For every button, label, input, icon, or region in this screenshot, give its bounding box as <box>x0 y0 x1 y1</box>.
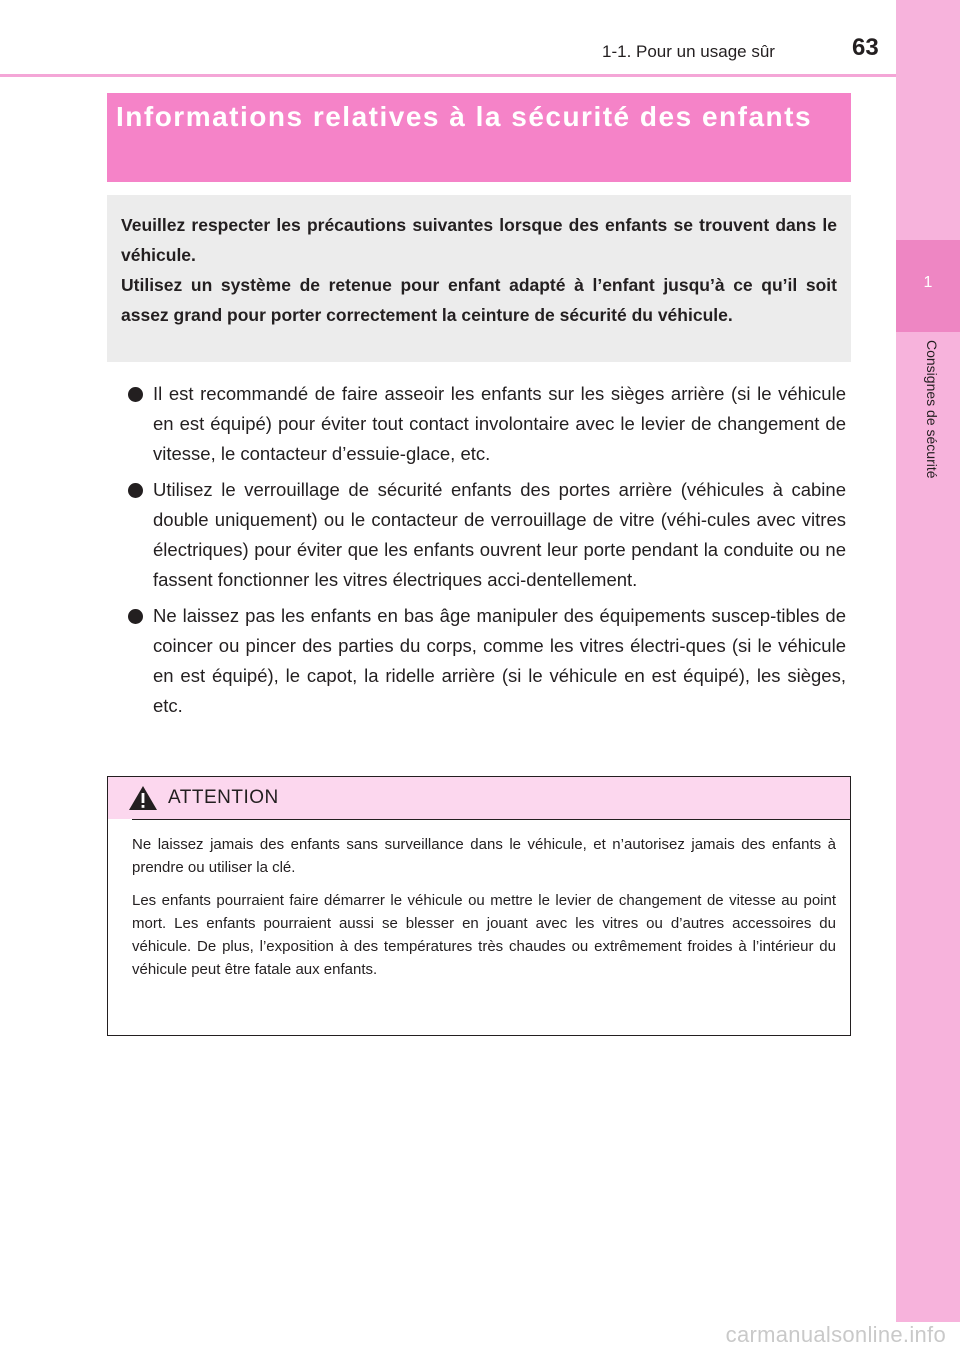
chapter-side-tab <box>896 0 960 1351</box>
intro-text <box>121 210 837 330</box>
page-number: 63 <box>852 34 879 61</box>
attention-title: ATTENTION <box>168 787 279 808</box>
watermark-text: carmanualsonline.info <box>725 1322 946 1347</box>
bullet-text: Utilisez le verrouillage de sécurité enfants des portes arrière (véhicules à cabine double uniquement) ou le contacteur de verrouillage de vitre (véhi-cules avec vitres électriques) pour éviter que les enfants ouvrent leur porte pendant la conduite ou ne fassent fonctionner les vitres électriques acci-dentellement. <box>153 479 846 590</box>
bullet-item <box>122 475 846 595</box>
watermark-strip <box>576 1322 960 1351</box>
attention-divider <box>132 819 850 820</box>
header-divider <box>0 74 896 77</box>
bullet-text: Il est recommandé de faire asseoir les enfants sur les sièges arrière (si le véhicule en est équipé) pour éviter tout contact involontaire avec le levier de changement de vitesse, le contacteur d’essuie-glace, etc. <box>153 383 846 464</box>
attention-box <box>107 776 851 1036</box>
intro-paragraph: Utilisez un système de retenue pour enfant adapté à l’enfant jusqu’à ce qu’il soit assez grand pour porter correctement la ceinture de sécurité du véhicule. <box>121 275 837 325</box>
attention-body <box>132 833 836 991</box>
chapter-label: Consignes de sécurité <box>924 340 940 479</box>
bullet-item <box>122 601 846 721</box>
bullet-text: Ne laissez pas les enfants en bas âge manipuler des équipements suscep-tibles de coincer ou pincer des parties du corps, comme les vitres électri-ques (si le véhicule en est équipé), le capot, la ridelle arrière (si le véhicule en est équipé), les sièges, etc. <box>153 605 846 716</box>
header-section-title: 1-1. Pour un usage sûr <box>602 42 775 61</box>
warning-triangle-icon <box>128 785 158 811</box>
bullet-dot-icon <box>128 483 143 498</box>
section-title: Informations relatives à la sécurité des enfants <box>116 101 813 132</box>
bullet-dot-icon <box>128 609 143 624</box>
bullet-dot-icon <box>128 387 143 402</box>
bullet-item <box>122 379 846 469</box>
bullet-list <box>122 379 846 727</box>
chapter-number: 1 <box>923 274 933 291</box>
intro-paragraph: Veuillez respecter les précautions suivantes lorsque des enfants se trouvent dans le véhicule. <box>121 215 837 265</box>
attention-paragraph: Ne laissez jamais des enfants sans surveillance dans le véhicule, et n’autorisez jamais des enfants à prendre ou utiliser la clé. <box>132 836 836 876</box>
attention-paragraph: Les enfants pourraient faire démarrer le véhicule ou mettre le levier de changement de vitesse au point mort. Les enfants pourraient aussi se blesser en jouant avec les vitres ou d’autres accessoires du véhicule. De plus, l’exposition à des températures très chaudes ou extrêmement froides à l’intérieur du véhicule peut être fatale aux enfants. <box>132 892 836 978</box>
